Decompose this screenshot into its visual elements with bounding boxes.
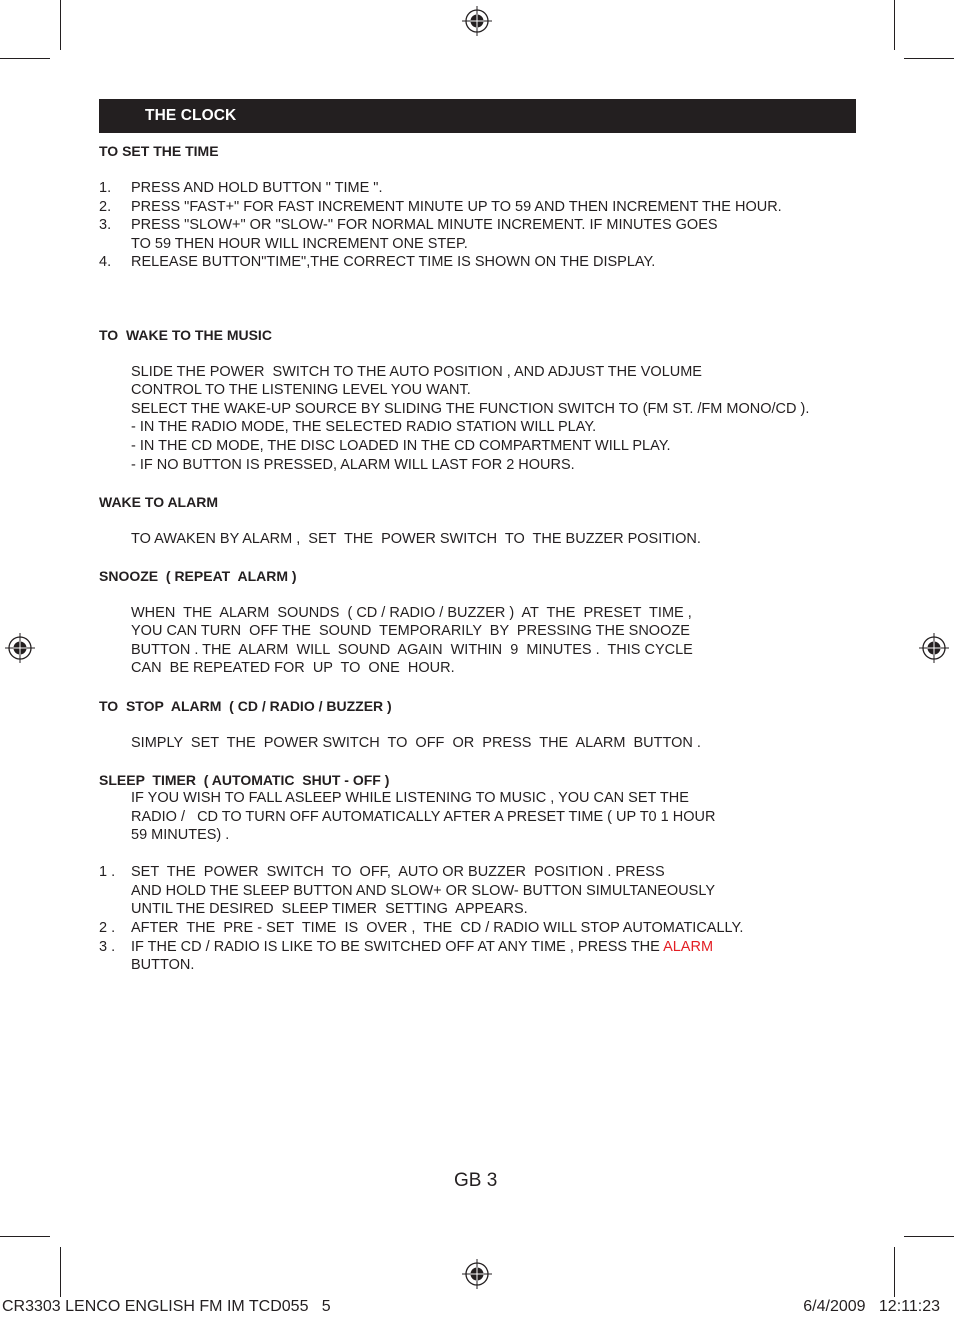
step-text: PRESS AND HOLD BUTTON " TIME ".	[131, 180, 383, 196]
stop-alarm-heading: TO STOP ALARM ( CD / RADIO / BUZZER )	[99, 698, 392, 714]
paragraph-line: - IN THE CD MODE, THE DISC LOADED IN THE CD COMPARTMENT WILL PLAY.	[131, 438, 671, 454]
step-text: UNTIL THE DESIRED SLEEP TIMER SETTING APPEARS.	[131, 901, 528, 917]
step-number: 2.	[99, 199, 112, 215]
alarm-highlight: ALARM	[663, 939, 714, 955]
paragraph-line: BUTTON . THE ALARM WILL SOUND AGAIN WITHIN 9 MINUTES . THIS CYCLE	[131, 642, 693, 658]
footer-file-info: CR3303 LENCO ENGLISH FM IM TCD055 5	[2, 1298, 331, 1315]
crop-mark	[60, 1247, 61, 1297]
step-text: TO 59 THEN HOUR WILL INCREMENT ONE STEP.	[131, 236, 468, 252]
footer-timestamp: 6/4/2009 12:11:23	[803, 1298, 940, 1315]
paragraph-line: WHEN THE ALARM SOUNDS ( CD / RADIO / BUZZER ) AT THE PRESET TIME ,	[131, 605, 692, 621]
crop-mark	[0, 1236, 50, 1237]
wake-alarm-heading: WAKE TO ALARM	[99, 494, 218, 510]
section-title: THE CLOCK	[145, 107, 237, 124]
step-text: AFTER THE PRE - SET TIME IS OVER , THE CD / RADIO WILL STOP AUTOMATICALLY.	[131, 920, 744, 936]
paragraph-line: IF YOU WISH TO FALL ASLEEP WHILE LISTENING TO MUSIC , YOU CAN SET THE	[131, 790, 689, 806]
step-text: BUTTON.	[131, 957, 195, 973]
step-text-prefix: IF THE CD / RADIO IS LIKE TO BE SWITCHED OFF AT ANY TIME , PRESS THE	[131, 939, 664, 955]
paragraph-line: YOU CAN TURN OFF THE SOUND TEMPORARILY BY PRESSING THE SNOOZE	[131, 623, 690, 639]
paragraph-line: CONTROL TO THE LISTENING LEVEL YOU WANT.	[131, 382, 471, 398]
sleep-timer-heading: SLEEP TIMER ( AUTOMATIC SHUT - OFF )	[99, 772, 390, 788]
crop-mark	[0, 58, 50, 59]
paragraph-line: SLIDE THE POWER SWITCH TO THE AUTO POSITION , AND ADJUST THE VOLUME	[131, 364, 702, 380]
step-number: 4.	[99, 254, 112, 270]
registration-mark-icon	[461, 5, 493, 37]
paragraph-line: - IF NO BUTTON IS PRESSED, ALARM WILL LAST FOR 2 HOURS.	[131, 457, 575, 473]
step-text: RELEASE BUTTON"TIME",THE CORRECT TIME IS SHOWN ON THE DISPLAY.	[131, 254, 656, 270]
paragraph-line: 59 MINUTES) .	[131, 827, 230, 843]
paragraph-line: SELECT THE WAKE-UP SOURCE BY SLIDING THE FUNCTION SWITCH TO (FM ST. /FM MONO/CD ).	[131, 401, 810, 417]
paragraph-line: - IN THE RADIO MODE, THE SELECTED RADIO STATION WILL PLAY.	[131, 419, 597, 435]
crop-mark	[904, 58, 954, 59]
page-number: GB 3	[454, 1170, 498, 1191]
step-text: PRESS "SLOW+" OR "SLOW-" FOR NORMAL MINUTE INCREMENT. IF MINUTES GOES	[131, 217, 718, 233]
step-text: AND HOLD THE SLEEP BUTTON AND SLOW+ OR SLOW- BUTTON SIMULTANEOUSLY	[131, 883, 716, 899]
step-number: 1.	[99, 180, 112, 196]
registration-mark-icon	[4, 632, 36, 664]
step-text: PRESS "FAST+" FOR FAST INCREMENT MINUTE UP TO 59 AND THEN INCREMENT THE HOUR.	[131, 199, 782, 215]
crop-mark	[894, 1247, 895, 1297]
paragraph-line: TO AWAKEN BY ALARM , SET THE POWER SWITCH TO THE BUZZER POSITION.	[131, 531, 701, 547]
step-number: 3.	[99, 217, 112, 233]
crop-mark	[60, 0, 61, 50]
step-text: SET THE POWER SWITCH TO OFF, AUTO OR BUZZER POSITION . PRESS	[131, 864, 665, 880]
paragraph-line: SIMPLY SET THE POWER SWITCH TO OFF OR PRESS THE ALARM BUTTON .	[131, 735, 701, 751]
wake-music-heading: TO WAKE TO THE MUSIC	[99, 327, 272, 343]
step-number: 1 .	[99, 864, 116, 880]
crop-mark	[894, 0, 895, 50]
step-number: 2 .	[99, 920, 116, 936]
set-time-heading: TO SET THE TIME	[99, 143, 219, 159]
step-number: 3 .	[99, 939, 116, 955]
registration-mark-icon	[918, 632, 950, 664]
paragraph-line: RADIO / CD TO TURN OFF AUTOMATICALLY AFTER A PRESET TIME ( UP T0 1 HOUR	[131, 809, 716, 825]
snooze-heading: SNOOZE ( REPEAT ALARM )	[99, 568, 297, 584]
registration-mark-icon	[461, 1258, 493, 1290]
crop-mark	[904, 1236, 954, 1237]
section-title-bar	[99, 99, 856, 133]
step-text	[131, 939, 713, 955]
paragraph-line: CAN BE REPEATED FOR UP TO ONE HOUR.	[131, 660, 455, 676]
